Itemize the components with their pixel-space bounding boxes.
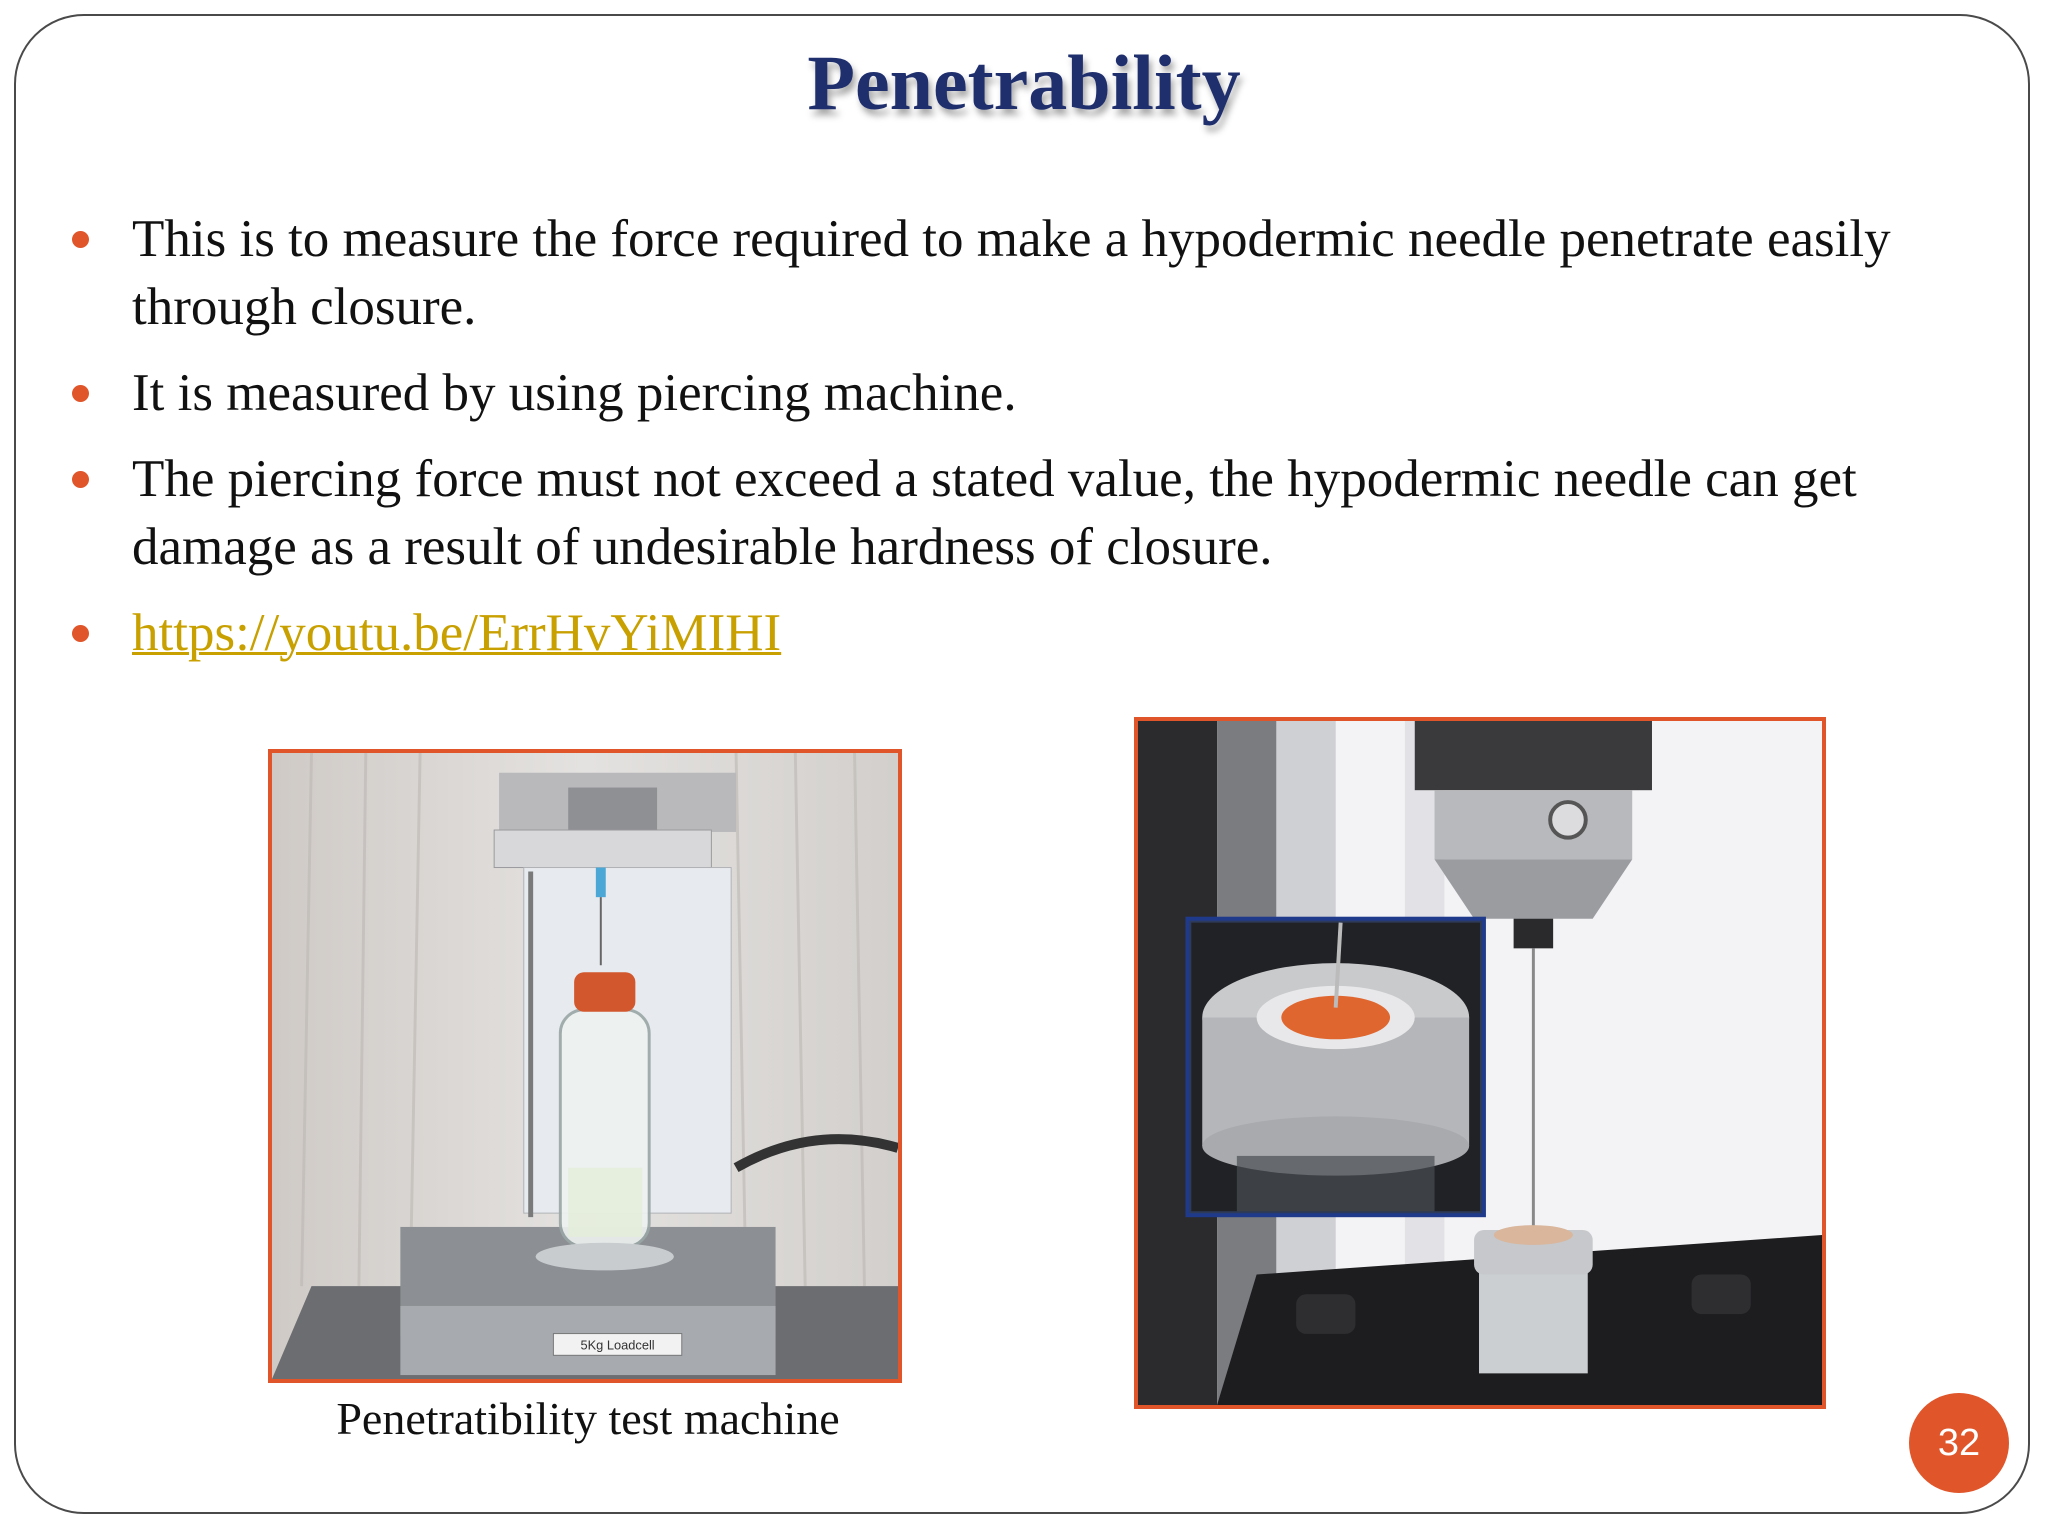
- image-caption: Penetratibility test machine: [336, 1393, 840, 1444]
- bullet-text-3: The piercing force must not exceed a stated value, the hypodermic needle can get damage as a result of undesirable hardness of closure.: [132, 450, 1857, 576]
- bullet-list: [64, 205, 2004, 685]
- test-machine-photo: [268, 749, 902, 1383]
- loadcell-label: 5Kg Loadcell: [580, 1337, 655, 1353]
- youtube-link[interactable]: https://youtu.be/ErrHvYiMIHI: [132, 604, 782, 662]
- bullet-text-1: This is to measure the force required to make a hypodermic needle penetrate easily through closure.: [132, 210, 1891, 336]
- bullet-item-1: [64, 205, 2004, 341]
- bullet-item-3: [64, 445, 2004, 581]
- bullet-dot-icon: [72, 231, 89, 248]
- bullet-text-2: It is measured by using piercing machine.: [132, 364, 1017, 422]
- bullet-item-2: [64, 359, 2004, 427]
- bullet-dot-icon: [72, 625, 89, 642]
- slide-title: Penetrability: [807, 39, 1241, 126]
- bullet-dot-icon: [72, 471, 89, 488]
- bullet-item-4: [64, 599, 2004, 667]
- needle-piercing-photo: [1134, 717, 1826, 1409]
- page-number-badge: 32: [1909, 1393, 2009, 1493]
- bullet-dot-icon: [72, 385, 89, 402]
